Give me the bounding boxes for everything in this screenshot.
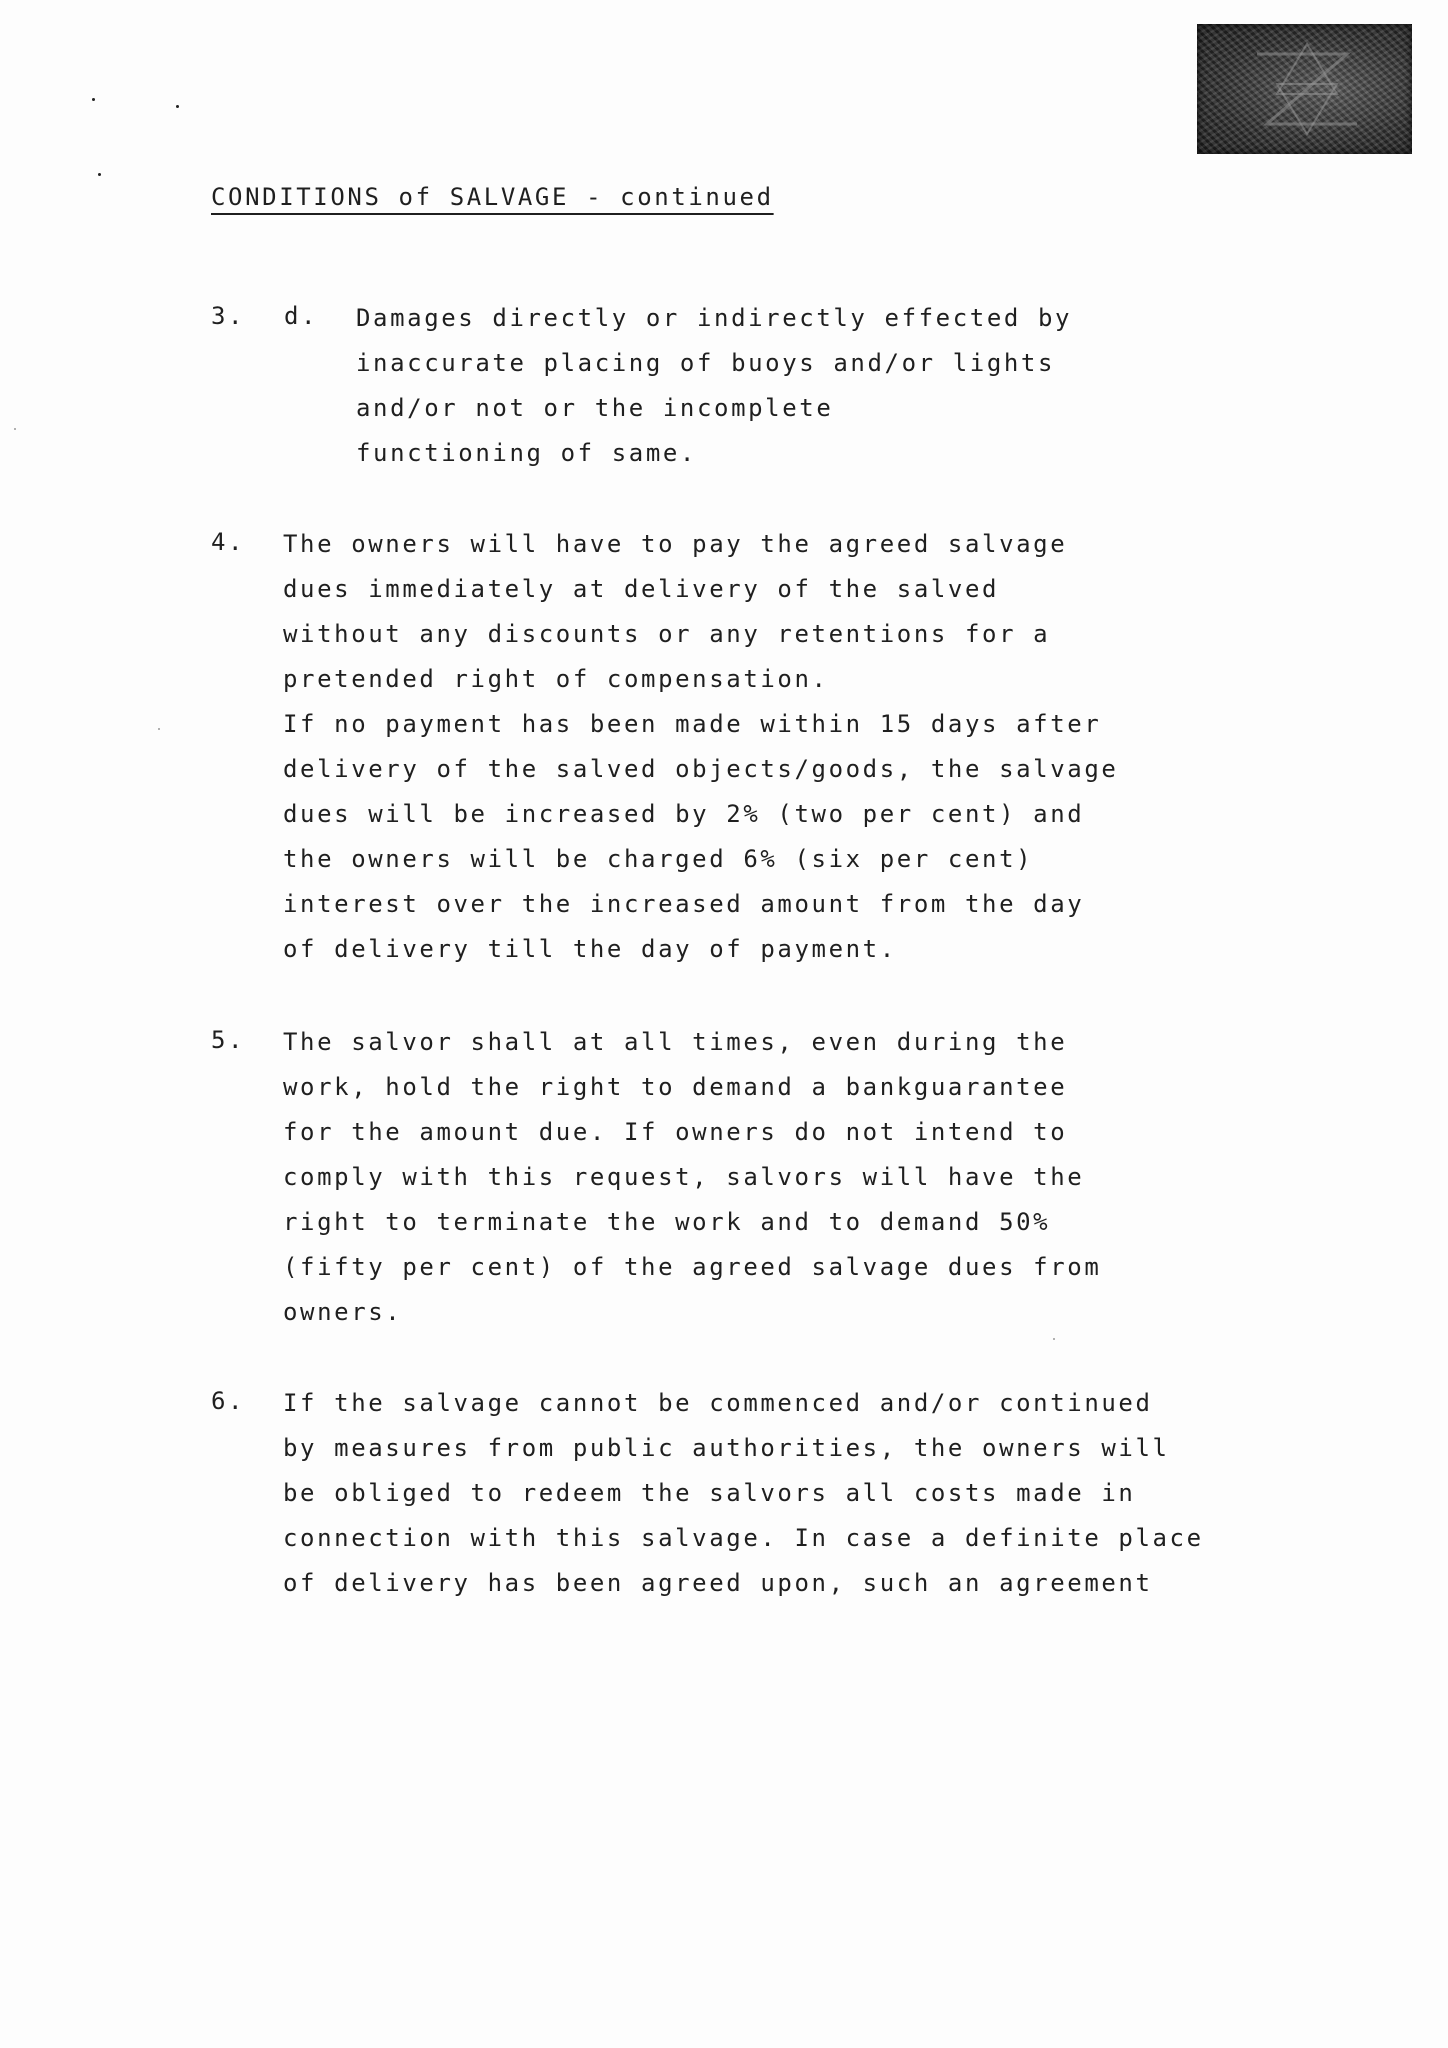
- clause-line: without any discounts or any retentions for a: [283, 620, 1051, 648]
- scan-speck: [176, 105, 179, 108]
- clause-text: [356, 296, 1072, 476]
- scan-speck: [92, 98, 95, 101]
- clause-line: work, hold the right to demand a bankguarantee: [283, 1073, 1068, 1101]
- scan-speck: [1053, 1338, 1055, 1340]
- clause-line: Damages directly or indirectly effected by: [356, 304, 1073, 332]
- clause-line: right to terminate the work and to demand 50%: [283, 1208, 1051, 1236]
- clause-number: 4.: [211, 528, 246, 556]
- clause-line: dues will be increased by 2% (two per cent) and: [283, 800, 1085, 828]
- clause-line: of delivery till the day of payment.: [283, 935, 897, 963]
- clause-sub-label: d.: [284, 302, 319, 330]
- clause-line: the owners will be charged 6% (six per cent): [283, 845, 1034, 873]
- clause-line: inaccurate placing of buoys and/or lights: [356, 349, 1056, 377]
- clause-line: delivery of the salved objects/goods, the salvage: [283, 755, 1119, 783]
- clause-number: 3.: [211, 302, 246, 330]
- clause-line: owners.: [283, 1298, 403, 1326]
- clause-line: comply with this request, salvors will have the: [283, 1163, 1085, 1191]
- clause-line: pretended right of compensation.: [283, 665, 829, 693]
- clause-line: be obliged to redeem the salvors all costs made in: [283, 1479, 1136, 1507]
- clause-line: interest over the increased amount from the day: [283, 890, 1085, 918]
- clause-line: If no payment has been made within 15 days after: [283, 710, 1102, 738]
- clause-line: The salvor shall at all times, even during the: [283, 1028, 1068, 1056]
- stamp-mark-icon: [1197, 24, 1412, 154]
- clause-line: If the salvage cannot be commenced and/or continued: [283, 1389, 1153, 1417]
- clause-line: connection with this salvage. In case a definite place: [283, 1524, 1204, 1552]
- scan-speck: [158, 728, 160, 730]
- clause-line: functioning of same.: [356, 439, 697, 467]
- clause-line: (fifty per cent) of the agreed salvage dues from: [283, 1253, 1102, 1281]
- clause-line: by measures from public authorities, the owners will: [283, 1434, 1170, 1462]
- clause-line: and/or not or the incomplete: [356, 394, 834, 422]
- clause-line: for the amount due. If owners do not intend to: [283, 1118, 1068, 1146]
- document-heading: CONDITIONS of SALVAGE - continued: [211, 183, 774, 211]
- clause-text: [283, 1381, 1204, 1606]
- scan-speck: [14, 428, 16, 430]
- scan-speck: [98, 173, 101, 176]
- clause-text: [283, 522, 1118, 972]
- clause-text: [283, 1020, 1101, 1335]
- corner-stamp: [1197, 24, 1412, 154]
- clause-line: The owners will have to pay the agreed salvage: [283, 530, 1068, 558]
- clause-line: of delivery has been agreed upon, such an agreement: [283, 1569, 1153, 1597]
- clause-number: 5.: [211, 1026, 246, 1054]
- clause-number: 6.: [211, 1387, 246, 1415]
- clause-line: dues immediately at delivery of the salved: [283, 575, 1000, 603]
